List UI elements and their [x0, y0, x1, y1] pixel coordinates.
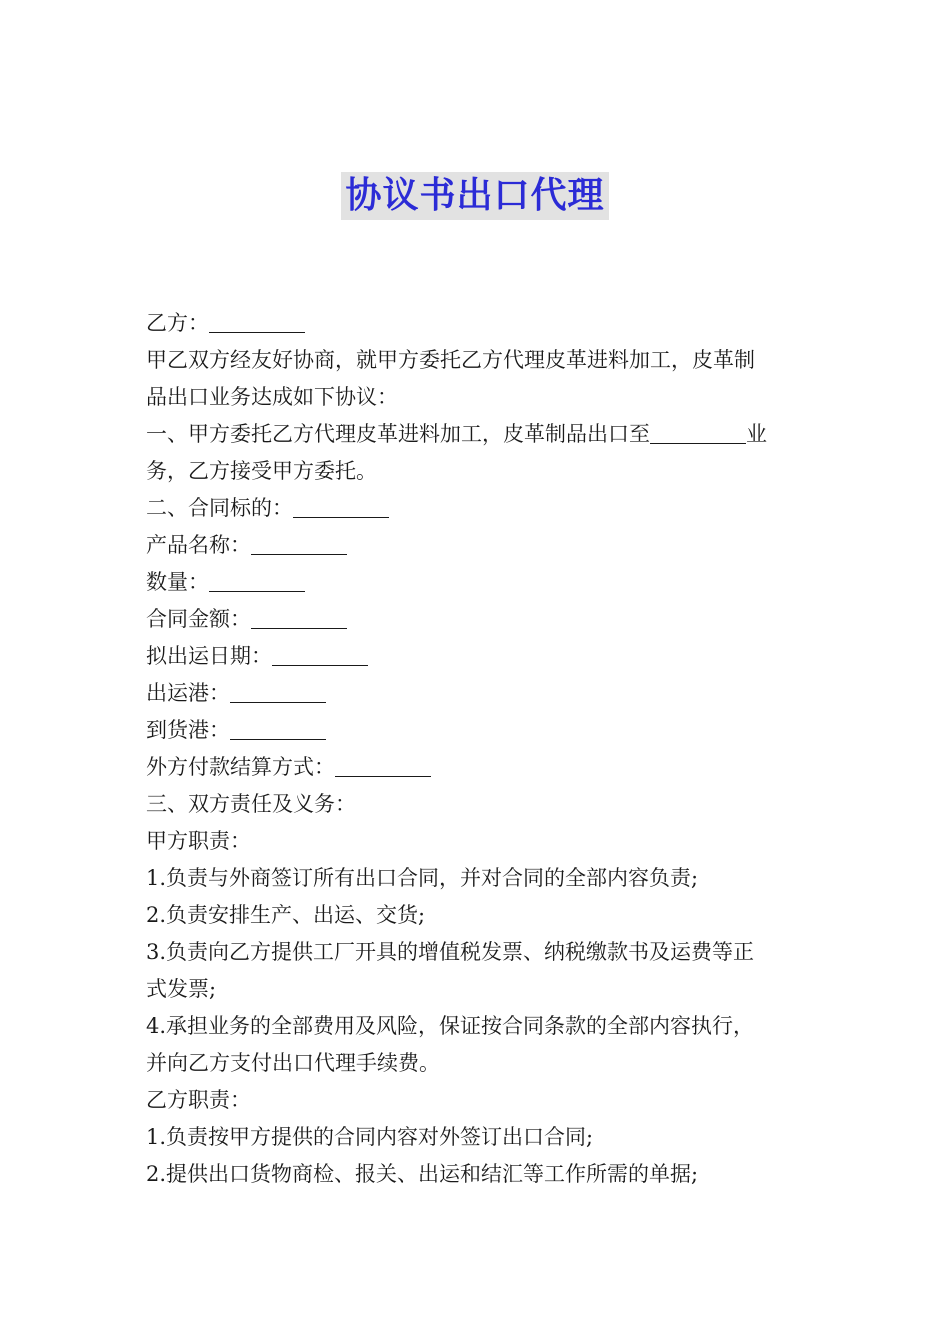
port-of-destination-label: 到货港： — [146, 718, 230, 742]
party-b-duty-2: 2.提供出口货物商检、报关、出运和结汇等工作所需的单据; — [146, 1162, 699, 1186]
port-of-loading-line — [146, 675, 811, 712]
party-a-duties-heading: 甲方职责： — [146, 829, 251, 853]
product-name-blank — [251, 532, 347, 555]
party-a-duty-3-line-1: 3.负责向乙方提供工厂开具的增值税发票、纳税缴款书及运费等正 — [146, 940, 755, 964]
contract-amount-line — [146, 601, 811, 638]
contract-subject-label: 二、合同标的： — [146, 496, 293, 520]
party-b-blank — [209, 310, 305, 333]
responsibilities-heading: 三、双方责任及义务： — [146, 792, 356, 816]
intro-line-1: 甲乙双方经友好协商，就甲方委托乙方代理皮革进料加工，皮革制 — [146, 348, 755, 372]
party-b-label: 乙方： — [146, 311, 209, 335]
payment-method-label: 外方付款结算方式： — [146, 755, 335, 779]
port-of-loading-label: 出运港： — [146, 681, 230, 705]
port-of-loading-blank — [230, 680, 326, 703]
quantity-line — [146, 564, 811, 601]
title-container — [0, 172, 950, 220]
party-a-duty-4-line-2: 并向乙方支付出口代理手续费。 — [146, 1051, 440, 1075]
party-a-duty-2: 2.负责安排生产、出运、交货; — [146, 903, 426, 927]
contract-subject-blank — [293, 495, 389, 518]
shipping-date-label: 拟出运日期： — [146, 644, 272, 668]
port-of-destination-line — [146, 712, 811, 749]
party-b-line — [146, 305, 811, 342]
shipping-date-line — [146, 638, 811, 675]
clause-1-line-1 — [146, 416, 811, 453]
clause-1-text: 一、甲方委托乙方代理皮革进料加工，皮革制品出口至 — [146, 422, 650, 446]
contract-amount-label: 合同金额： — [146, 607, 251, 631]
party-a-duty-1: 1.负责与外商签订所有出口合同，并对合同的全部内容负责; — [146, 866, 699, 890]
clause-1-suffix: 业 — [746, 422, 767, 446]
clause-1-line-2: 务，乙方接受甲方委托。 — [146, 459, 377, 483]
quantity-blank — [209, 569, 305, 592]
document-title: 协议书出口代理 — [341, 172, 608, 220]
product-name-line — [146, 527, 811, 564]
party-b-duty-1: 1.负责按甲方提供的合同内容对外签订出口合同; — [146, 1125, 594, 1149]
party-a-duty-3-line-2: 式发票; — [146, 977, 217, 1001]
contract-amount-blank — [251, 606, 347, 629]
payment-method-line — [146, 749, 811, 786]
document-body — [146, 305, 811, 1193]
quantity-label: 数量： — [146, 570, 209, 594]
party-a-duty-4-line-1: 4.承担业务的全部费用及风险，保证按合同条款的全部内容执行， — [146, 1014, 755, 1038]
product-name-label: 产品名称： — [146, 533, 251, 557]
party-b-duties-heading: 乙方职责： — [146, 1088, 251, 1112]
contract-subject-line — [146, 490, 811, 527]
intro-line-2: 品出口业务达成如下协议： — [146, 385, 398, 409]
shipping-date-blank — [272, 643, 368, 666]
payment-method-blank — [335, 754, 431, 777]
destination-blank — [650, 421, 746, 444]
port-of-destination-blank — [230, 717, 326, 740]
